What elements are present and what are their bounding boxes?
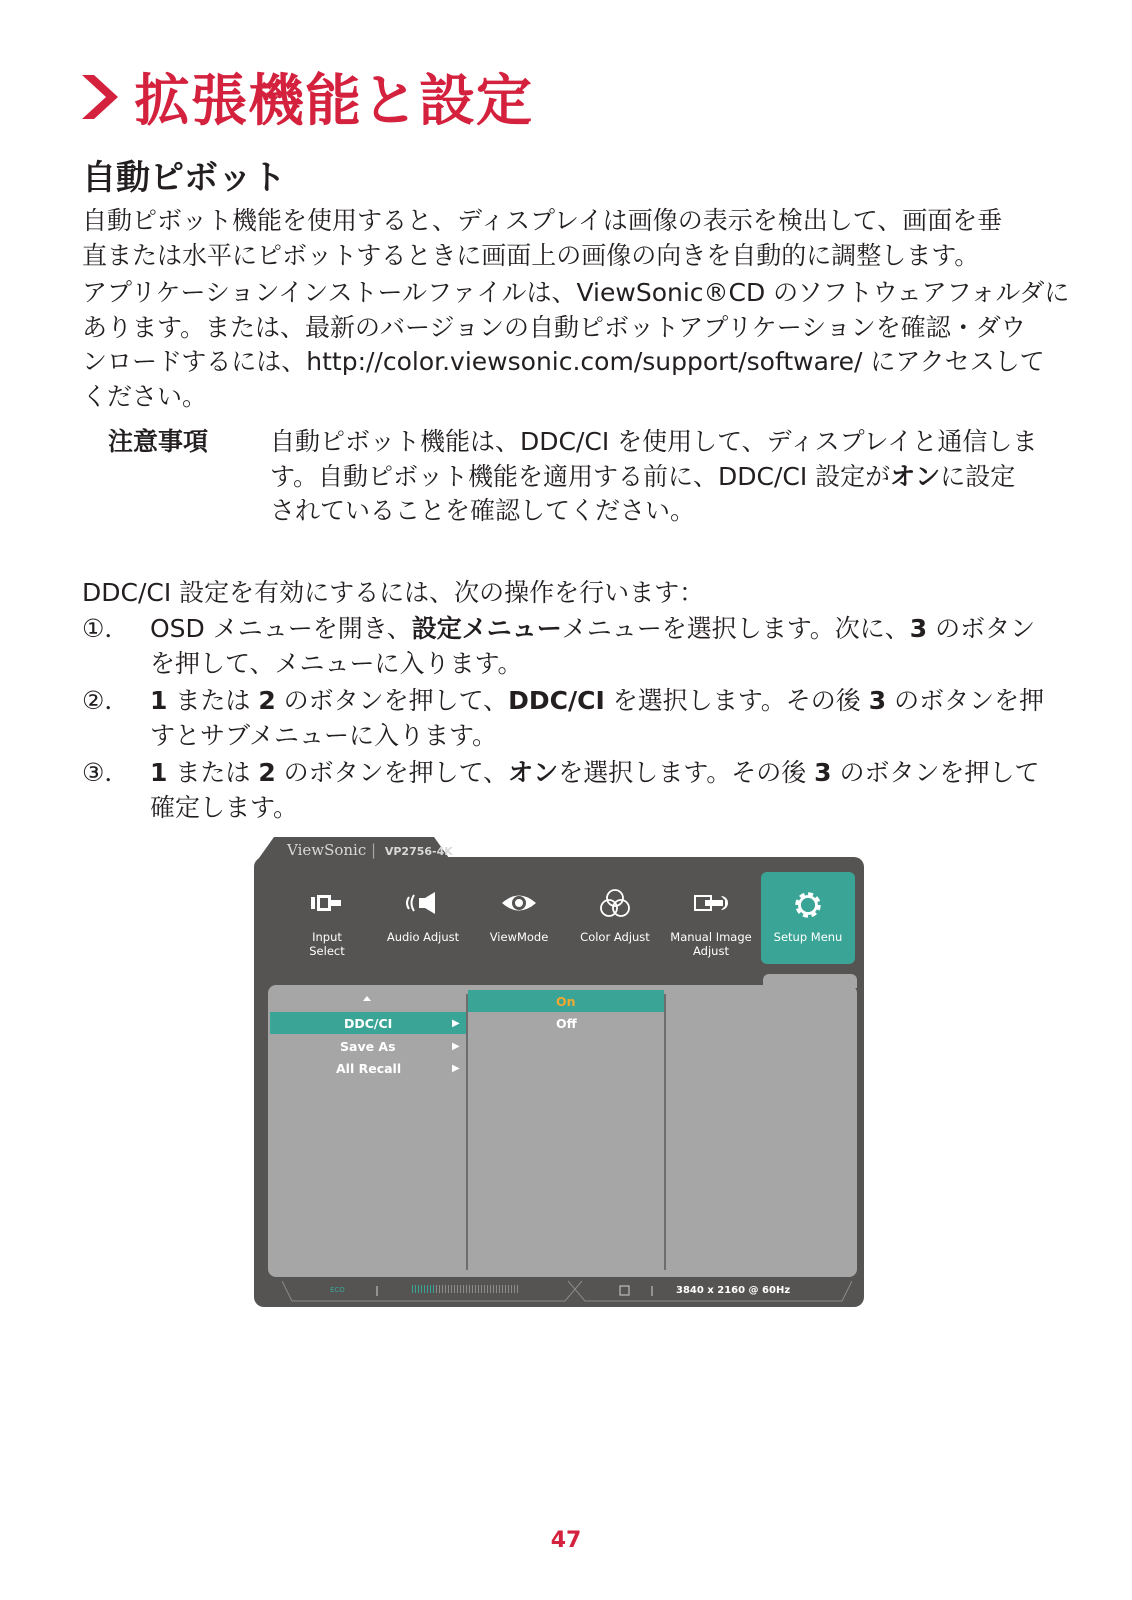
menu-manual-image-adjust[interactable] — [663, 888, 759, 958]
chapter-title: 拡張機能と設定 — [134, 69, 533, 134]
steps-intro: DDC/CI 設定を有効にするには、次の操作を行います： — [82, 578, 705, 607]
menu-label: Audio Adjust — [386, 930, 460, 944]
text-line: 直または水平にピボットするときに画面上の画像の向きを自動的に調整します。 — [82, 240, 980, 270]
page-number: 47 — [550, 1528, 582, 1553]
wrench-icon — [691, 888, 731, 918]
column-divider — [466, 994, 468, 1270]
text-line: されていることを確認してください。 — [270, 496, 696, 525]
eye-icon — [499, 888, 539, 918]
chevron-right-icon — [80, 71, 120, 123]
submenu-ddcci[interactable]: DDC/CI — [344, 1016, 393, 1031]
menu-audio-adjust[interactable] — [375, 888, 471, 944]
option-off[interactable]: Off — [556, 1016, 577, 1031]
paragraph-download — [82, 276, 1070, 414]
audio-icon — [403, 888, 443, 918]
arrow-right-icon: ▶ — [452, 1041, 460, 1052]
text-line: あります。または、最新のバージョンの自動ピボットアプリケーションを確認・ダウ — [82, 312, 1026, 342]
menu-color-adjust[interactable] — [567, 888, 663, 944]
menu-label: Manual Image Adjust — [670, 930, 752, 958]
text-line: ンロードするには、http://color.viewsonic.com/support/software/ にアクセスして — [82, 347, 1045, 376]
arrow-right-icon: ▶ — [452, 1018, 460, 1029]
step-2: ②． 1 または 2 のボタンを押して、DDC/CI を選択します。その後 3 のボタンを押 すとサブメニューに入ります。 — [82, 686, 1045, 750]
submenu-save-as[interactable]: Save As — [340, 1039, 396, 1054]
menu-setup-menu[interactable] — [761, 872, 855, 964]
step-3: ③． 1 または 2 のボタンを押して、オンを選択します。その後 3 のボタンを押して 確定します。 — [82, 758, 1040, 822]
menu-viewmode[interactable] — [471, 888, 567, 944]
note-text — [270, 425, 1037, 529]
text-line: アプリケーションインストールファイルは、ViewSonic®CD のソフトウェアフォルダに — [82, 278, 1070, 307]
menu-label: Color Adjust — [580, 930, 650, 944]
menu-label: Input Select — [309, 930, 345, 958]
eco-icon: ECO — [330, 1286, 345, 1294]
section-title: 自動ピボット — [82, 158, 286, 198]
column-divider — [664, 994, 666, 1270]
note-label: 注意事項 — [108, 427, 209, 456]
input-select-icon — [307, 888, 347, 918]
paragraph-intro — [82, 204, 1062, 273]
step-1: ①． OSD メニューを開き、設定メニューメニューを選択します。次に、3 のボタン を押して、メニューに入ります。 — [82, 614, 1036, 678]
text-line: 自動ピボット機能は、DDC/CI を使用して、ディスプレイと通信しま — [270, 427, 1038, 456]
menu-input-select[interactable] — [279, 888, 375, 958]
osd-brand: ViewSonic | VP2756-4K — [287, 841, 453, 859]
gear-icon — [790, 888, 826, 922]
resolution-readout: 3840 x 2160 @ 60Hz — [676, 1285, 791, 1296]
arrow-right-icon: ▶ — [452, 1063, 460, 1074]
scroll-up-icon[interactable] — [363, 996, 371, 1001]
option-on[interactable]: On — [556, 994, 576, 1009]
menu-label: ViewMode — [489, 930, 549, 944]
text-line: 自動ピボット機能を使用すると、ディスプレイは画像の表示を検出して、画面を垂 — [82, 206, 1003, 235]
submenu-all-recall[interactable]: All Recall — [336, 1061, 402, 1076]
chapter-header — [80, 62, 533, 132]
menu-label: Setup Menu — [773, 930, 843, 944]
color-circles-icon — [595, 888, 635, 918]
text-line: す。自動ピボット機能を適用する前に、DDC/CI 設定がオンに設定 — [270, 461, 1016, 491]
text-line: ください。 — [82, 381, 208, 411]
brightness-meter-fill — [412, 1285, 436, 1293]
